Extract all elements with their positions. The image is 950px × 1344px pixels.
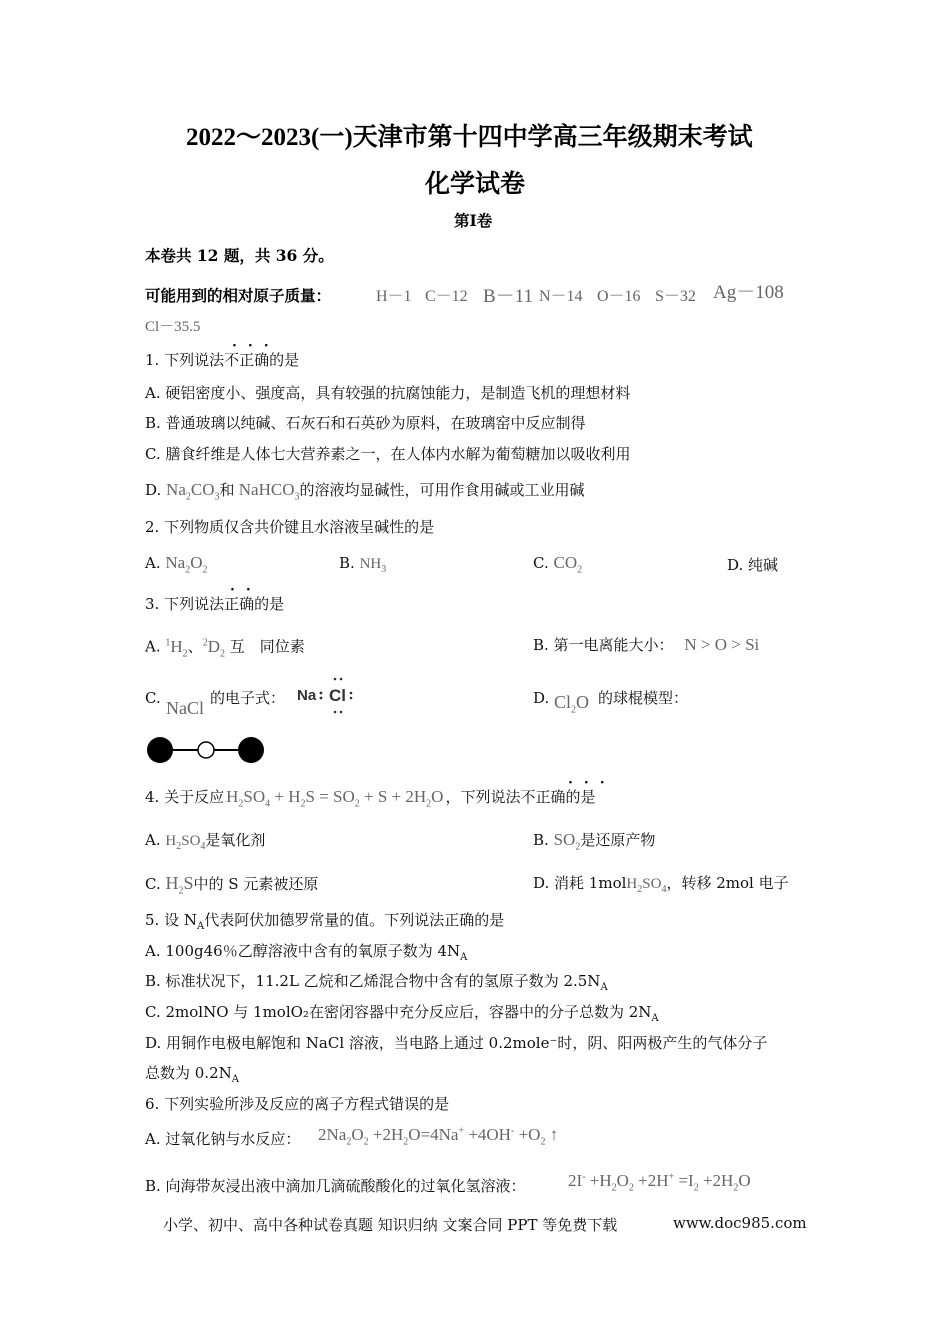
q1-d-prefix: D. xyxy=(145,481,162,499)
q5-stem-sub: A xyxy=(196,921,205,932)
q6-a-text: A. 过氧化钠与水反应： xyxy=(145,1130,301,1148)
q1-option-a: A. 硬铝密度小、强度高，具有较强的抗腐蚀能力，是制造飞机的理想材料 xyxy=(145,384,631,402)
q5-option-a xyxy=(145,941,467,968)
q1-option-c: C. 膳食纤维是人体七大营养素之一，在人体内水解为葡萄糖加以吸收利用 xyxy=(145,445,631,463)
formula-nacl: NaCl xyxy=(166,698,204,718)
formula-co2: $CO_2$ xyxy=(553,553,583,576)
q1-d-mid: 和 xyxy=(219,481,235,499)
q3-a-sep: 、 xyxy=(187,637,203,656)
q6-option-b xyxy=(145,1176,526,1196)
q2-b-label: B. xyxy=(339,554,355,572)
atomic-mass-label: 可能用到的相对原子质量： xyxy=(145,286,332,305)
q4-d-suffix: ，转移 2mol 电子 xyxy=(666,874,789,892)
formula-ionization: N > O > Si xyxy=(684,635,760,654)
q3-d-suffix: 的球棍模型： xyxy=(598,689,689,707)
q3-c-suffix: 的电子式： xyxy=(210,689,286,707)
q1-option-b: B. 普通玻璃以纯碱、石灰石和石英砂为原料，在玻璃窑中反应制得 xyxy=(145,414,586,432)
q5-stem-text: 5. 设 N xyxy=(145,911,197,929)
atomic-mass-cl: Cl－35.5 xyxy=(145,319,201,335)
q4-a-prefix: A. xyxy=(145,831,161,849)
footer-link[interactable]: www.doc985.com xyxy=(673,1214,807,1232)
q2-a-label: A. xyxy=(145,554,161,572)
q2-option-a xyxy=(145,553,208,580)
q4-option-b xyxy=(533,830,655,857)
summary: 本卷共 12 题，共 36 分。 xyxy=(145,246,334,265)
ball-stick-model xyxy=(145,734,267,766)
q3-d-prefix: D. xyxy=(533,689,550,707)
q5-d-text: 总数为 0.2N xyxy=(145,1064,232,1082)
q5-stem-rest: 代表阿伏加德罗常量的值。下列说法正确的是 xyxy=(204,911,505,929)
atomic-mass-ag: Ag－108 xyxy=(713,282,784,303)
q4-c-suffix: 中的 S 元素被还原 xyxy=(193,875,319,893)
atomic-mass-s: S－32 xyxy=(655,288,696,305)
q4-stem-suffix: ，下列说法不正确的是 xyxy=(445,788,596,806)
q2-option-b xyxy=(339,553,386,580)
q4-d-prefix: D. 消耗 1mol xyxy=(533,874,627,892)
q2-option-c xyxy=(533,553,582,580)
formula-reaction: $H_2SO_4 + H_2S = SO_2 + S + 2H_2O$ xyxy=(226,787,444,810)
emphasis-dots: ··· xyxy=(232,338,280,354)
q3-a-prefix: A. xyxy=(145,637,161,656)
q5-d-sub: A xyxy=(231,1074,239,1085)
electron-dot-formula xyxy=(296,674,358,718)
q4-option-d xyxy=(533,873,789,900)
formula-na2o2: $Na_2O_2$ xyxy=(165,553,208,576)
formula-1h2: $^1H_2$ xyxy=(165,636,188,660)
page-title: 2022～2023(一)天津市第十四中学高三年级期末考试 xyxy=(186,124,753,151)
section-label: 第Ⅰ卷 xyxy=(454,211,493,230)
q3-option-b xyxy=(533,635,759,655)
formula-cl2o: $Cl_2O$ xyxy=(554,692,590,716)
q5-b-sub: A xyxy=(600,982,608,993)
formula-nahco3: NaHCO$_3$ xyxy=(234,480,300,503)
q4-a-suffix: 是氧化剂 xyxy=(205,831,266,849)
q4-stem-prefix: 4. 关于反应 xyxy=(145,788,225,806)
formula-h2so4: $H_2SO_4$ xyxy=(165,833,206,852)
q6-option-a xyxy=(145,1129,300,1149)
svg-text:Na: Na xyxy=(297,687,317,704)
q5-b-text: B. 标准状况下，11.2L 乙烷和乙烯混合物中含有的氢原子数为 2.5N xyxy=(145,972,601,990)
q3-a-suffix: 互 同位素 xyxy=(229,637,305,656)
q2-stem: 2. 下列物质仅含共价键且水溶液呈碱性的是 xyxy=(145,518,435,536)
q5-stem xyxy=(145,910,504,937)
page-subtitle: 化学试卷 xyxy=(425,171,526,198)
q1-option-d xyxy=(145,480,585,507)
q1-d-suffix: 的溶液均显碱性，可用作食用碱或工业用碱 xyxy=(299,481,585,499)
atomic-mass-n: N－14 xyxy=(539,288,583,305)
q3-option-c xyxy=(145,688,161,708)
equation-b: $2I^- +H_2O_2 +2H^+ =I_2 +2H_2O$ xyxy=(568,1171,751,1194)
q5-option-b xyxy=(145,971,608,998)
footer-text: 小学、初中、高中各种试卷真题 知识归纳 文案合同 PPT 等免费下载 xyxy=(163,1216,618,1234)
formula-nh3: $NH_3$ xyxy=(359,556,387,575)
q6-stem: 6. 下列实验所涉及反应的离子方程式错误的是 xyxy=(145,1095,450,1113)
q3-b-text: B. 第一电离能大小： xyxy=(533,636,674,654)
q5-c-sub: A xyxy=(651,1013,659,1024)
q5-option-d-line2 xyxy=(145,1063,239,1090)
q3-option-a xyxy=(145,633,305,664)
q4-b-prefix: B. xyxy=(533,831,549,849)
q4-stem xyxy=(145,787,595,814)
formula-so2: $SO_2$ xyxy=(553,830,581,853)
q4-option-a xyxy=(145,830,265,857)
equation-a: $2Na_2O_2 +2H_2O=4Na^+ +4OH^- +O_2$ ↑ xyxy=(318,1125,559,1148)
formula-h2so4: $H_2SO_4$ xyxy=(626,876,667,895)
q1-stem-text: 1. 下列说法不正确的是 xyxy=(145,351,300,369)
atomic-mass-h: H－1 xyxy=(376,288,412,305)
q2-c-label: C. xyxy=(533,554,549,572)
q5-option-c xyxy=(145,1002,659,1029)
q3-c-prefix: C. xyxy=(145,689,161,707)
q3-option-d xyxy=(533,688,549,708)
q5-option-d-line1: D. 用铜作电极电解饱和 NaCl 溶液，当电路上通过 0.2mole⁻时，阴、阳两极产生的气体分子 xyxy=(145,1034,768,1052)
formula-2d2: $^2D_2$ xyxy=(202,636,225,660)
q4-option-c xyxy=(145,873,318,902)
q6-b-text: B. 向海带灰浸出液中滴加几滴硫酸酸化的过氧化氢溶液： xyxy=(145,1177,526,1195)
atomic-mass-o: O－16 xyxy=(597,288,641,305)
atomic-mass-c: C－12 xyxy=(425,288,468,305)
q5-c-text: C. 2molNO 与 1molO₂在密闭容器中充分反应后，容器中的分子总数为 2N xyxy=(145,1003,652,1021)
q3-stem: 3. 下列说法正确的是 xyxy=(145,595,285,613)
emphasis-dots: ·· xyxy=(230,582,262,598)
svg-text:Cl: Cl xyxy=(329,686,346,705)
formula-na2co3: $Na_2CO_3$ xyxy=(166,480,220,503)
q4-c-prefix: C. xyxy=(145,875,161,893)
q2-option-d: D. 纯碱 xyxy=(727,556,779,574)
q4-b-suffix: 是还原产物 xyxy=(580,831,656,849)
q5-a-text: A. 100g46％乙醇溶液中含有的氧原子数为 4N xyxy=(145,942,461,960)
atomic-mass-b: B－11 xyxy=(483,286,533,307)
emphasis-dots: ··· xyxy=(568,775,616,791)
q5-a-sub: A xyxy=(460,952,468,963)
formula-h2s: $H_2S$ xyxy=(165,873,194,897)
